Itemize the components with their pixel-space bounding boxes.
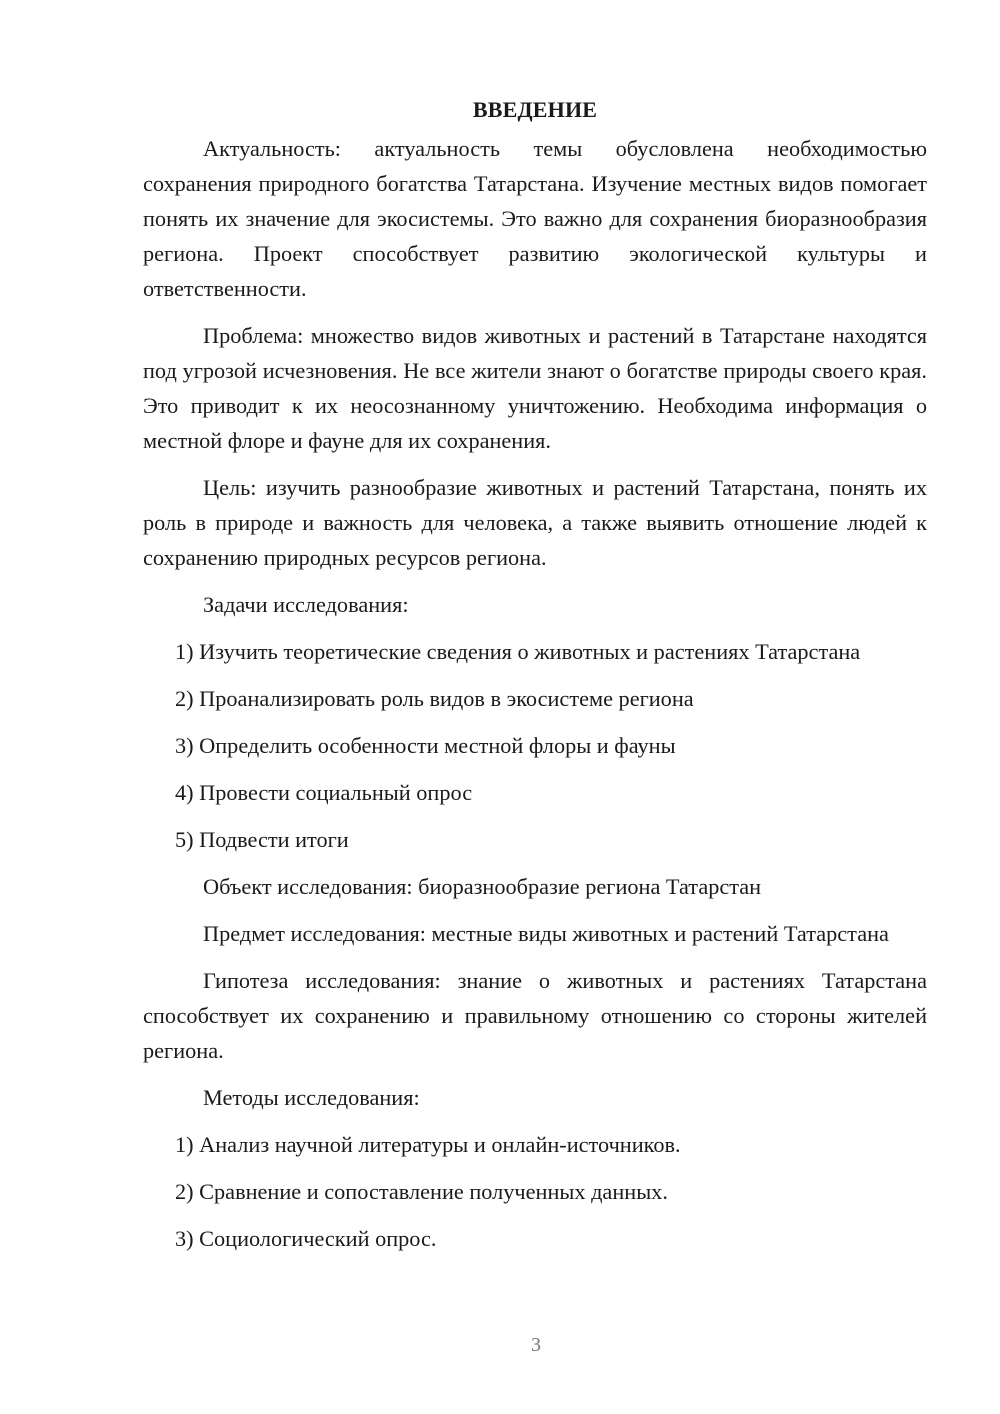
method-item-2: 2) Сравнение и сопоставление полученных данных. bbox=[175, 1179, 668, 1204]
task-item-5: 5) Подвести итоги bbox=[175, 827, 349, 852]
hypothesis-paragraph: Гипотеза исследования: знание о животных и растениях Татарстана способствует их сохранению и правильному отношению со стороны жителей региона. bbox=[143, 968, 927, 1063]
problem-paragraph: Проблема: множество видов животных и растений в Татарстане находятся под угрозой исчезновения. Не все жители знают о богатстве природы своего края. Это приводит к их неосознанному уничтожению. Необходима информация о местной флоре и фауне для их сохранения. bbox=[143, 323, 927, 453]
method-item-1: 1) Анализ научной литературы и онлайн-источников. bbox=[175, 1132, 681, 1157]
page-number: 3 bbox=[531, 1334, 541, 1356]
task-item-1: 1) Изучить теоретические сведения о животных и растениях Татарстана bbox=[175, 639, 861, 664]
object-paragraph: Объект исследования: биоразнообразие региона Татарстан bbox=[203, 874, 762, 899]
tasks-heading: Задачи исследования: bbox=[203, 592, 409, 617]
relevance-paragraph: Актуальность: актуальность темы обусловлена необходимостью сохранения природного богатства Татарстана. Изучение местных видов помогает понять их значение для экосистемы. Это важно для сохранения биоразнообразия региона. Проект способствует развитию экологической культуры и ответственности. bbox=[143, 136, 927, 301]
page-title: ВВЕДЕНИЕ bbox=[472, 97, 598, 122]
methods-heading: Методы исследования: bbox=[203, 1085, 420, 1110]
task-item-3: 3) Определить особенности местной флоры и фауны bbox=[175, 733, 676, 758]
method-item-3: 3) Социологический опрос. bbox=[175, 1226, 437, 1251]
task-item-2: 2) Проанализировать роль видов в экосистеме региона bbox=[175, 686, 694, 711]
goal-paragraph: Цель: изучить разнообразие животных и растений Татарстана, понять их роль в природе и важность для человека, а также выявить отношение людей к сохранению природных ресурсов региона. bbox=[143, 475, 927, 570]
task-item-4: 4) Провести социальный опрос bbox=[175, 780, 473, 805]
document-page bbox=[143, 92, 927, 1268]
subject-paragraph: Предмет исследования: местные виды животных и растений Татарстана bbox=[203, 921, 889, 946]
